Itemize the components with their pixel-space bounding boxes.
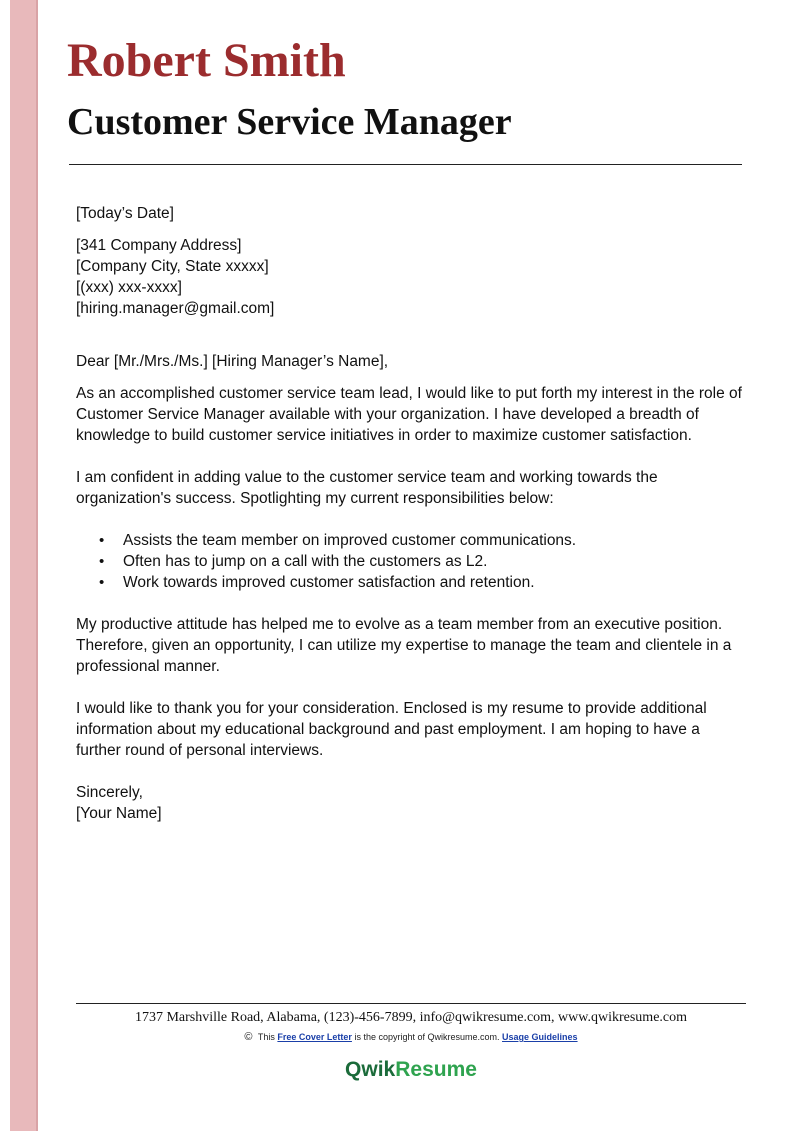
paragraph-intro: As an accomplished customer service team lead, I would like to put forth my interest in the role of Customer Service Manager available with your organization. I have developed a breadth of knowledge to build customer service initiatives in order to maximize customer satisfaction. (76, 385, 742, 444)
signoff: Sincerely, (76, 784, 143, 801)
signature-name: [Your Name] (76, 805, 162, 822)
bullet-icon: • (99, 574, 105, 591)
paragraph-responsibilities: I am confident in adding value to the customer service team and working towards the organization's success. Spotlighting my current responsibilities below: (76, 469, 658, 507)
address-line: [341 Company Address] (76, 237, 242, 254)
copyright-prefix: This (257, 1032, 275, 1042)
responsibility-list (76, 530, 746, 593)
list-item-text: Assists the team member on improved customer communications. (123, 532, 577, 549)
footer-contact: 1737 Marshville Road, Alabama, (123)-456-7899, info@qwikresume.com, www.qwikresume.com (134, 1010, 688, 1025)
decorative-side-bar (10, 0, 38, 1131)
list-item-text: Work towards improved customer satisfaction and retention. (123, 574, 535, 591)
address-line: [(xxx) xxx-xxxx] (76, 279, 182, 296)
logo-text-resume: Resume (395, 1058, 477, 1081)
bullet-icon: • (99, 532, 105, 549)
recipient-address (76, 235, 746, 319)
list-item (76, 572, 746, 593)
address-line: [Company City, State xxxxx] (76, 258, 269, 275)
logo-text-qwik: Qwik (345, 1058, 396, 1081)
candidate-name: Robert Smith (67, 34, 346, 87)
bullet-icon: • (99, 553, 105, 570)
paragraph-attitude: My productive attitude has helped me to evolve as a team member from an executive position. Therefore, given an opportunity, I can utilize my expertise to manage the team and clientele in a professional manner. (76, 616, 732, 675)
paragraph-thanks: I would like to thank you for your consideration. Enclosed is my resume to provide additional information about my educational background and past employment. I am hoping to have a further round of personal interviews. (76, 700, 707, 759)
address-line: [hiring.manager@gmail.com] (76, 300, 275, 317)
copyright-notice (76, 1030, 746, 1044)
copyright-text: is the copyright of Qwikresume.com. (354, 1032, 500, 1042)
header-divider (69, 164, 742, 165)
copyright-icon: © (244, 1031, 253, 1043)
list-item-text: Often has to jump on a call with the customers as L2. (123, 553, 488, 570)
salutation: Dear [Mr./Mrs./Ms.] [Hiring Manager’s Name], (76, 353, 389, 370)
letter-date: [Today’s Date] (76, 205, 174, 222)
footer-divider (76, 1003, 746, 1004)
list-item (76, 551, 746, 572)
qwikresume-logo (76, 1056, 746, 1084)
usage-guidelines-link[interactable]: Usage Guidelines (502, 1032, 578, 1042)
free-cover-letter-link[interactable]: Free Cover Letter (277, 1032, 352, 1042)
list-item (76, 530, 746, 551)
letter-body (76, 203, 746, 824)
job-title: Customer Service Manager (67, 101, 512, 143)
